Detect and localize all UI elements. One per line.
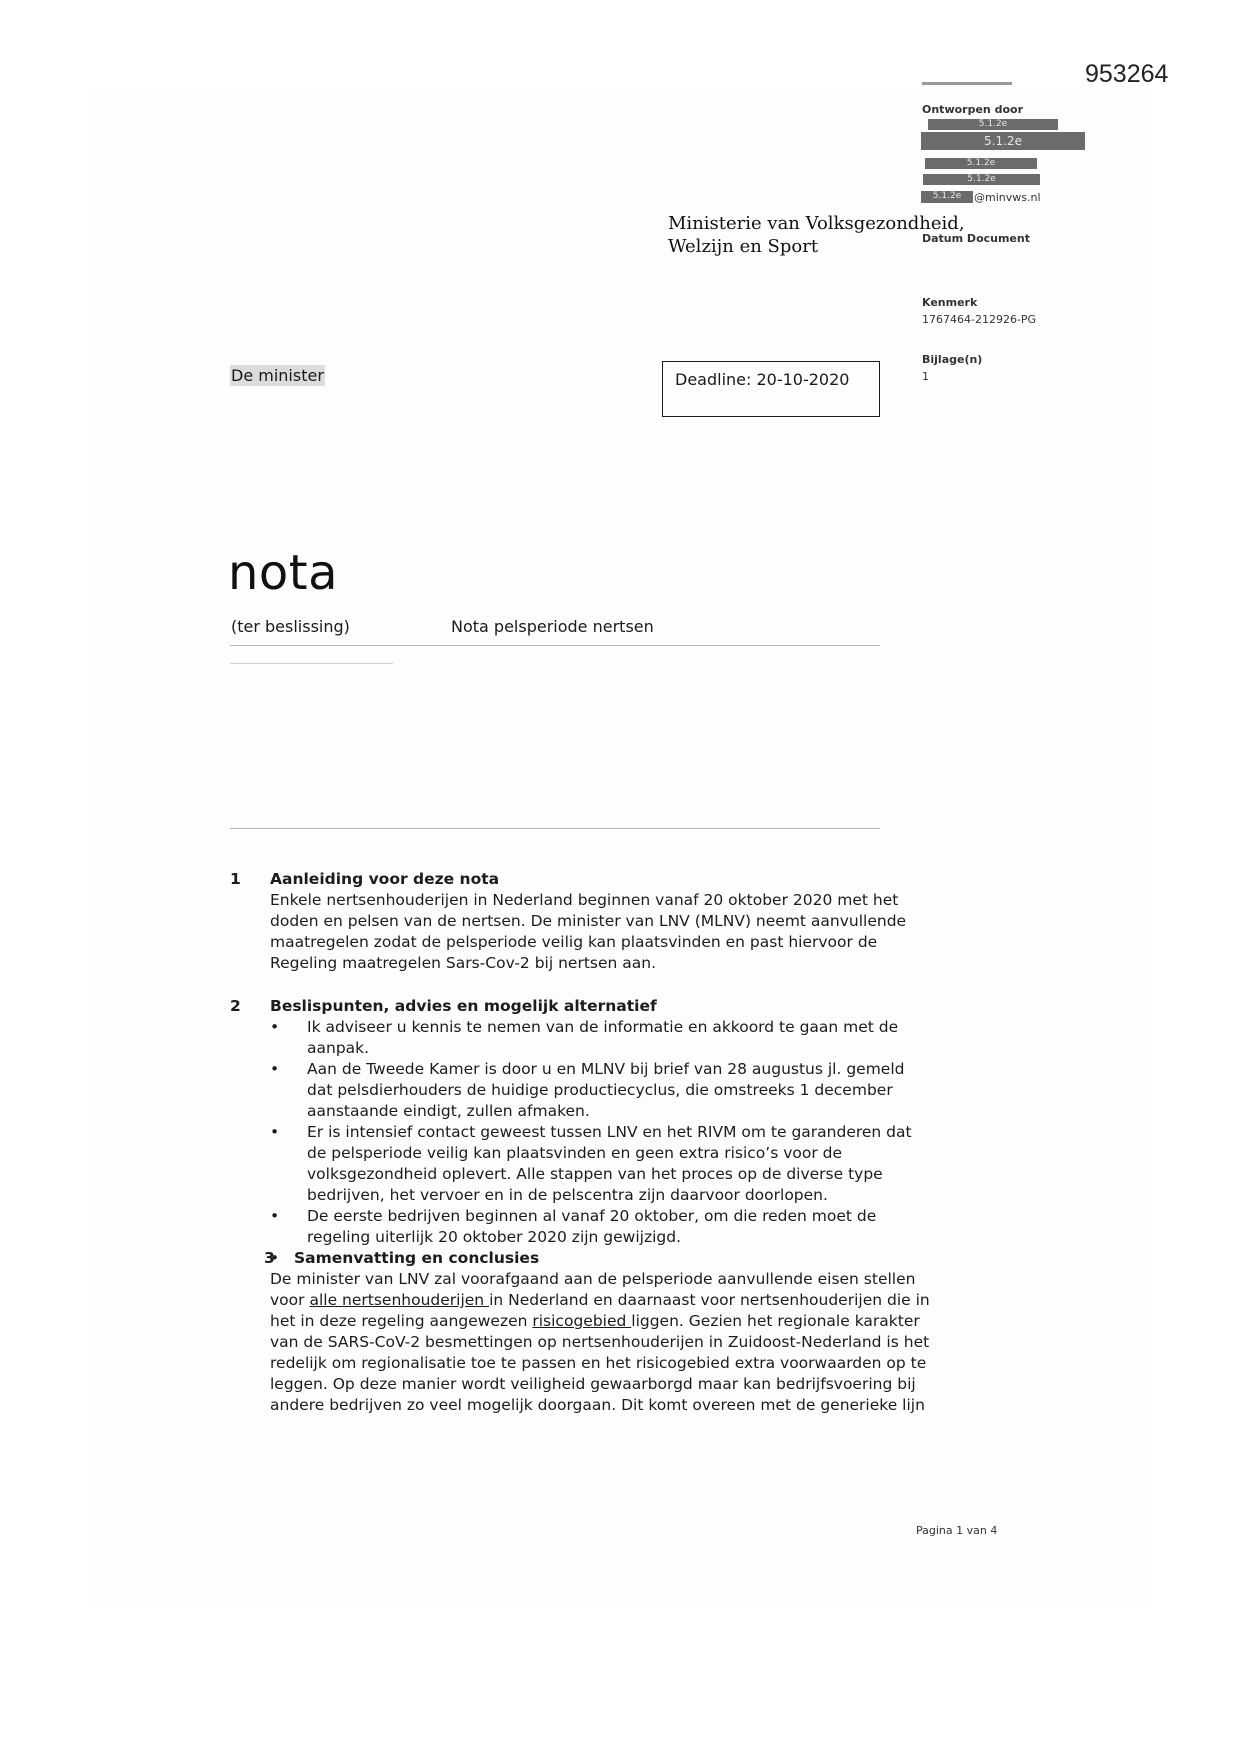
email-domain: @minvws.nl (974, 191, 1041, 204)
divider (230, 828, 880, 829)
attachments-value: 1 (922, 370, 929, 383)
underlined-text: risicogebied (532, 1312, 632, 1330)
section-title: Samenvatting en conclusies (294, 1249, 540, 1267)
reference-label: Kenmerk (922, 296, 978, 309)
cut-off-text-line (922, 82, 1012, 85)
list-item: • De eerste bedrijven beginnen al vanaf 20 oktober, om die reden moet de regeling uiterlijk 20 oktober 2020 zijn gewijzigd. (270, 1206, 930, 1248)
section-heading (264, 1248, 930, 1269)
list-item: • Ik adviseer u kennis te nemen van de informatie en akkoord te gaan met de aanpak. (270, 1017, 930, 1059)
redaction-block: 5.1.2e (925, 158, 1037, 169)
divider (230, 663, 393, 664)
section-title: Aanleiding voor deze nota (270, 870, 500, 888)
list-item: • Er is intensief contact geweest tussen LNV en het RIVM om te garanderen dat de pelsperiode veilig kan plaatsvinden en geen extra risico’s voor de volksgezondheid oplevert. Alle stappen van het proces op de diverse type bedrijven, het vervoer en in de pelscentra zijn daarvoor doorlopen. (270, 1122, 930, 1206)
addressee: De minister (231, 366, 324, 385)
redaction-block: 5.1.2e (923, 174, 1040, 185)
attachments-label: Bijlage(n) (922, 353, 983, 366)
bullet-list (270, 1017, 930, 1248)
section-number: 2 (230, 997, 241, 1015)
section-2 (230, 996, 930, 1248)
underlined-text: alle nertsenhouderijen (309, 1291, 490, 1309)
list-item: • Aan de Tweede Kamer is door u en MLNV bij brief van 28 augustus jl. gemeld dat pelsdierhouders de huidige productiecyclus, die omstreeks 1 december aanstaande eindigt, zullen afmaken. (270, 1059, 930, 1122)
section-number: 1 (230, 870, 241, 888)
nota-title: nota (228, 545, 339, 601)
section-number: 3 (264, 1249, 275, 1267)
redaction-block: 5.1.2e (928, 119, 1058, 130)
divider (230, 645, 880, 646)
document-number: 953264 (1085, 60, 1169, 88)
ministry-name (668, 212, 965, 258)
nota-type: (ter beslissing) (231, 617, 350, 636)
redaction-block: 5.1.2e (921, 132, 1085, 150)
section-text: Enkele nertsenhouderijen in Nederland beginnen vanaf 20 oktober 2020 met het doden en pelsen van de nertsen. De minister van LNV (MLNV) neemt aanvullende maatregelen zodat de pelsperiode veilig kan plaatsvinden en past hiervoor de Regeling maatregelen Sars-Cov-2 bij nertsen aan. (270, 891, 907, 972)
ministry-line-2: Welzijn en Sport (668, 236, 819, 257)
date-label: Datum Document (922, 232, 1030, 245)
redaction-block: 5.1.2e (921, 191, 973, 203)
ministry-line-1: Ministerie van Volksgezondheid, (668, 213, 965, 234)
reference-value: 1767464-212926-PG (922, 313, 1037, 326)
nota-subject: Nota pelsperiode nertsen (451, 617, 654, 636)
section-3 (230, 1248, 930, 1416)
page-number: Pagina 1 van 4 (916, 1524, 998, 1537)
section-text: De minister van LNV zal voorafgaand aan de pelsperiode aanvullende eisen stellen voor alle nertsenhouderijen in Nederland en daarnaast voor nertsenhouderijen die in het in deze regeling aangewezen risicogebied liggen. Gezien het regionale karakter van de SARS-CoV-2 besmettingen op nertsenhouderijen in Zuidoost-Nederland is het redelijk om regionalisatie toe te passen en het risicogebied extra voorwaarden op te leggen. Op deze manier wordt veiligheid gewaarborgd maar kan bedrijfsvoering bij andere bedrijven zo veel mogelijk doorgaan. Dit komt overeen met de generieke lijn (270, 1270, 930, 1414)
designed-by-label: Ontworpen door (922, 103, 1023, 116)
nota-body (230, 869, 930, 1416)
section-1 (230, 869, 930, 974)
section-title: Beslispunten, advies en mogelijk alternatief (270, 997, 657, 1015)
deadline-box: Deadline: 20-10-2020 (662, 361, 880, 417)
